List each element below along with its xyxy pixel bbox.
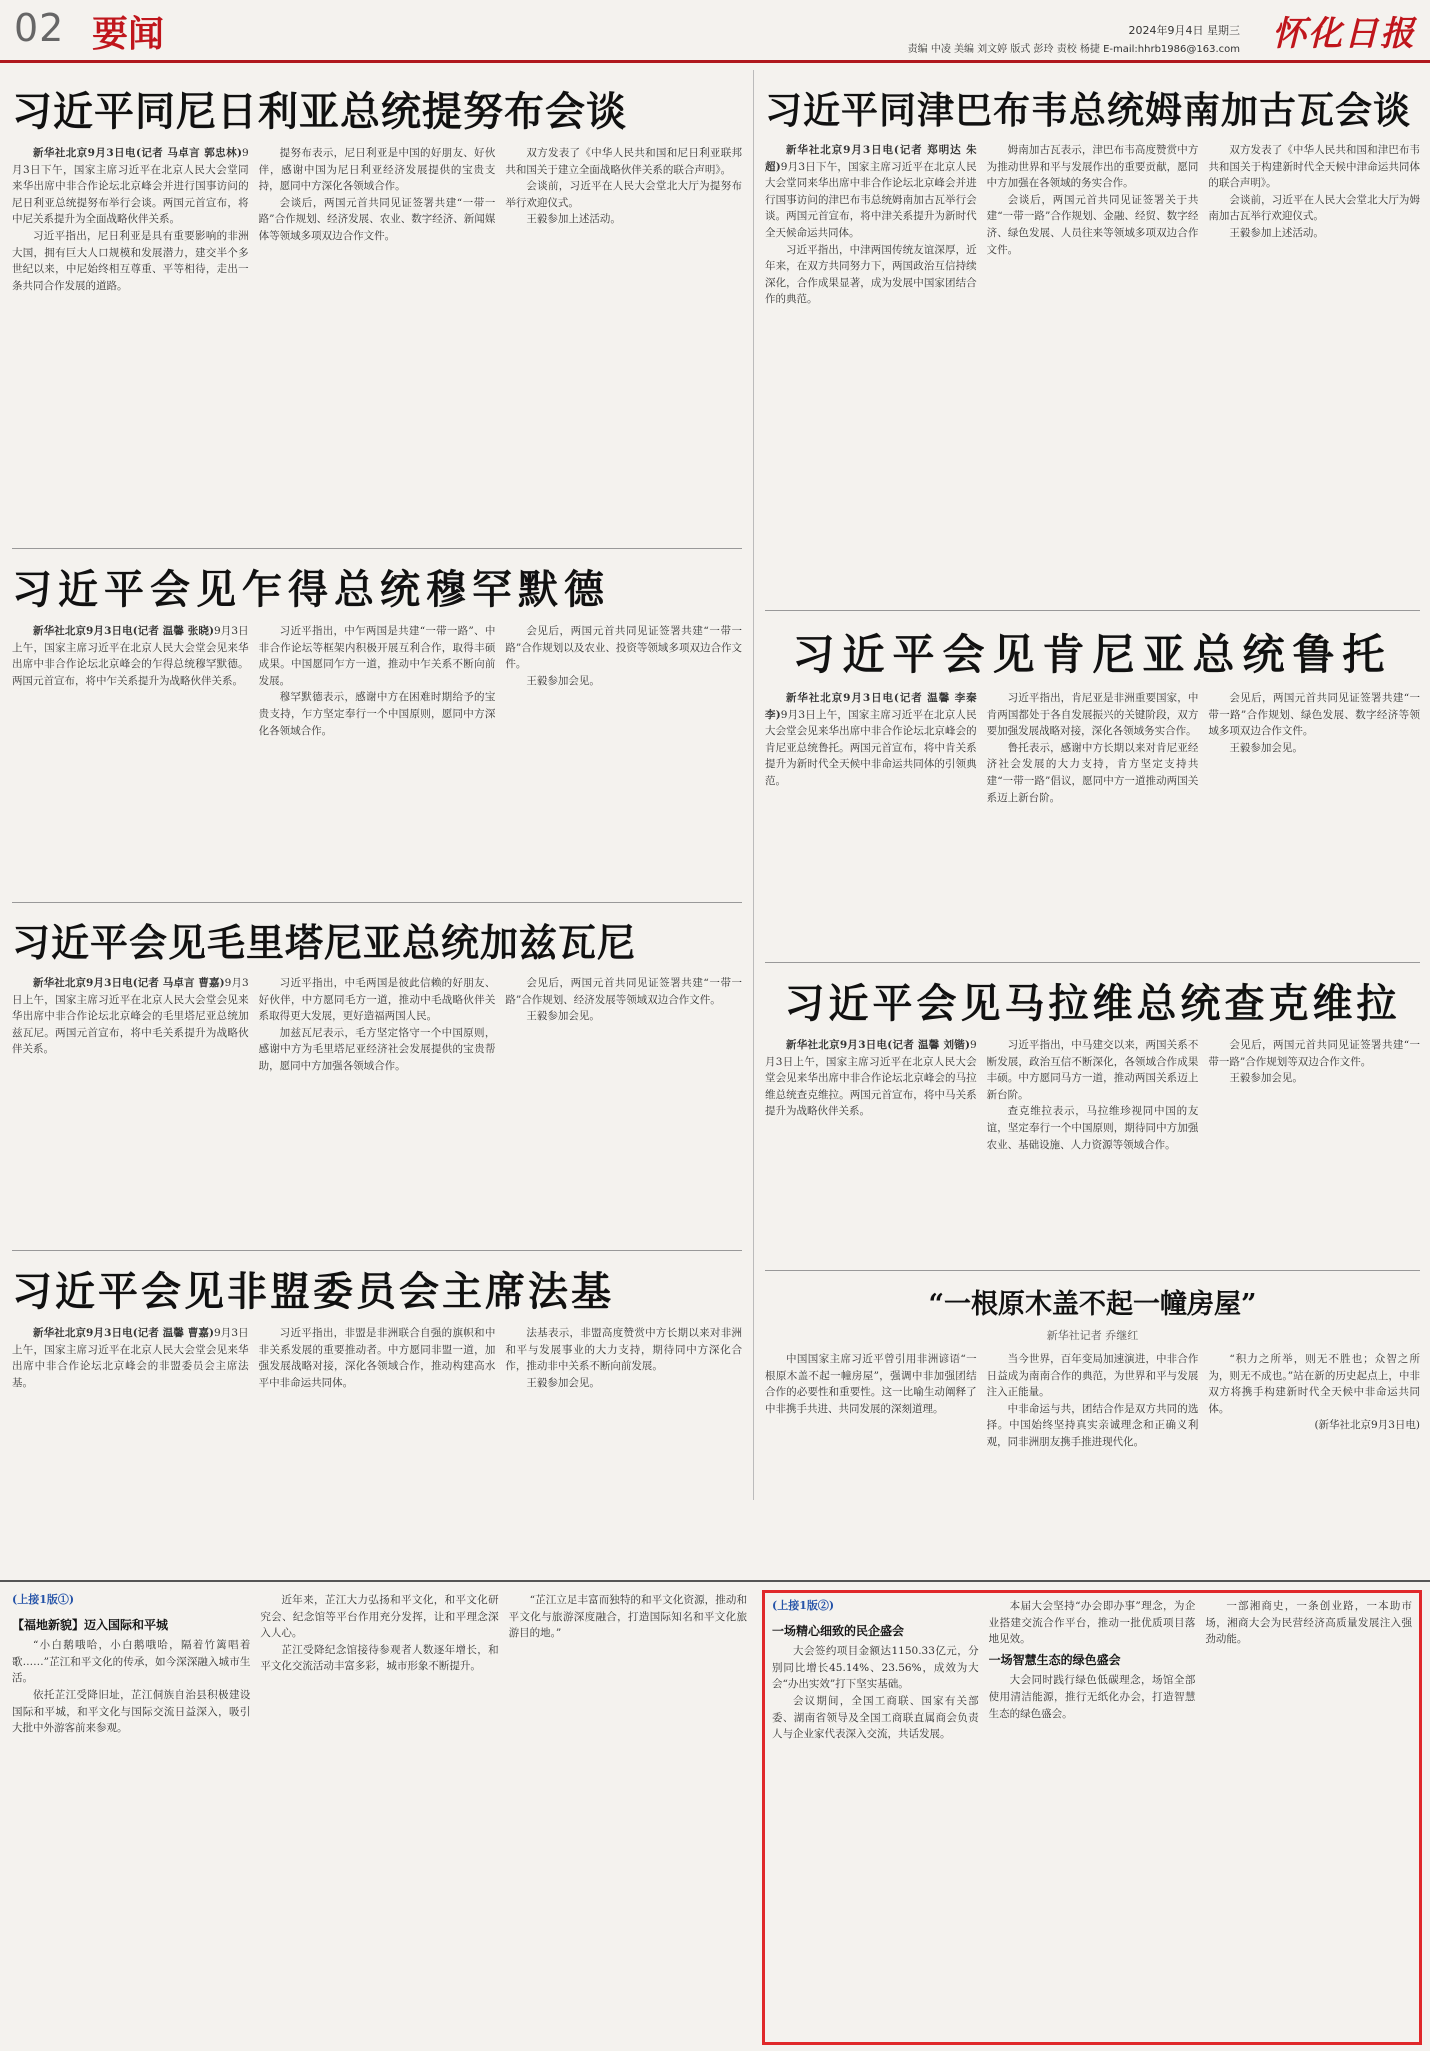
- paragraph: 王毅参加会见。: [526, 1376, 600, 1389]
- paragraph: 习近平指出，中毛两国是彼此信赖的好朋友、好伙伴，中方愿同毛方一道，推动中毛战略伙伴关系取得更大发展，更好造福两国人民。: [258, 977, 496, 1023]
- article-african-union: [12, 1260, 742, 1565]
- article-feature: [765, 1282, 1420, 1572]
- article-column: [12, 975, 249, 1230]
- paragraph: 中非命运与共，团结合作是双方共同的选择。中国始终坚持真实亲诚理念和正确义利观，同非洲朋友携手推进现代化。: [986, 1402, 1199, 1448]
- headline: 习近平同津巴布韦总统姆南加古瓦会谈: [765, 89, 1411, 132]
- article-column: [505, 145, 742, 525]
- paragraph: 双方发表了《中华人民共和国和津巴布韦共和国关于构建新时代全天候中津命运共同体的联合声明》。: [1208, 144, 1421, 190]
- paragraph: 9月3日上午，国家主席习近平在北京人民大会堂会见来华出席中非合作论坛北京峰会的毛里塔尼亚总统加兹瓦尼。两国元首宣布，将中毛关系提升为战略伙伴关系。: [12, 977, 249, 1056]
- article-column: [765, 1037, 977, 1252]
- headline: 习近平会见毛里塔尼亚总统加兹瓦尼: [12, 921, 637, 965]
- article-column: [12, 145, 249, 525]
- paragraph: 9月3日下午，国家主席习近平在北京人民大会堂同来华出席中非合作论坛北京峰会并进行国事访问的尼日利亚总统提努布举行会谈。两国元首宣布，将中尼关系提升为全面战略伙伴关系。: [12, 147, 249, 226]
- article-nigeria: [12, 80, 742, 540]
- paragraph: 鲁托表示，感谢中方长期以来对肯尼亚经济社会发展的大力支持，肯方坚定支持共建“一带一路”倡议，愿同中方一道推动两国关系迈上新台阶。: [986, 741, 1199, 804]
- article-column: [989, 1598, 1196, 2036]
- section-title: 要闻: [92, 13, 165, 55]
- feature-title: “一根原木盖不起一幢房屋”: [928, 1289, 1257, 1320]
- paragraph: “小白鹅哦哈，小白鹅哦哈，隔着竹篱唱着歌……”芷江和平文化的传承，如今深深融入城市生活。: [12, 1639, 251, 1685]
- paragraph: 姆南加古瓦表示，津巴布韦高度赞赏中方为推动世界和平与发展作出的重要贡献，愿同中方加强在各领域的务实合作。: [986, 144, 1199, 190]
- paragraph: 9月3日上午，国家主席习近平在北京人民大会堂会见来华出席中非合作论坛北京峰会的非盟委员会主席法基。: [12, 1327, 249, 1389]
- paragraph: 9月3日下午，国家主席习近平在北京人民大会堂同来华出席中非合作论坛北京峰会并进行国事访问的津巴布韦总统姆南加古瓦举行会谈。两国元首宣布，将中津关系提升为新时代全天候命运共同体。: [765, 160, 977, 239]
- dateline: 新华社北京9月3日电(记者 温馨 李秦李): [765, 692, 977, 721]
- paragraph: 王毅参加会见。: [526, 674, 600, 687]
- article-column: [12, 623, 249, 893]
- paragraph: 会议期间，全国工商联、国家有关部委、湖南省领导及全国工商联直属商会负责人与企业家代表深入交流，共话发展。: [772, 1694, 979, 1741]
- paragraph: 法基表示，非盟高度赞赏中方长期以来对非洲和平与发展事业的大力支持，期待同中方深化合作，推动非中关系不断向前发展。: [505, 1327, 743, 1373]
- paragraph: 双方发表了《中华人民共和国和尼日利亚联邦共和国关于建立全面战略伙伴关系的联合声明》。: [505, 147, 743, 176]
- divider: [12, 902, 742, 903]
- article-column: [259, 975, 496, 1230]
- paragraph: 习近平指出，肯尼亚是非洲重要国家，中肯两国都处于各自发展振兴的关键阶段，双方要加强发展战略对接，深化各领域务实合作。: [986, 692, 1199, 738]
- paragraph: 一部湘商史，一条创业路，一本助市场，湘商大会为民营经济高质量发展注入强劲动能。: [1205, 1600, 1413, 1646]
- divider: [0, 1580, 1430, 1582]
- article-column: [1208, 1037, 1420, 1252]
- paragraph: 王毅参加上述活动。: [1229, 226, 1324, 239]
- paragraph: 习近平指出，中津两国传统友谊深厚，近年来，在双方共同努力下，两国政治互信持续深化，合作成果显著，成为发展中国家团结合作的典范。: [765, 243, 977, 306]
- headline: 习近平会见乍得总统穆罕默德: [12, 567, 610, 613]
- dateline: 新华社北京9月3日电(记者 马卓言 郭忠林): [33, 147, 242, 159]
- article-column: [259, 145, 496, 525]
- paragraph: 芷江受降纪念馆接待参观者人数逐年增长，和平文化交流活动丰富多彩，城市形象不断提升。: [260, 1643, 499, 1673]
- paragraph: 会谈后，两国元首共同见证签署关于共建“一带一路”合作规划、金融、经贸、数字经济、绿色发展、人员往来等领域多项双边合作文件。: [986, 193, 1199, 256]
- byline: 新华社记者 乔继红: [1046, 1329, 1139, 1342]
- headline: 习近平同尼日利亚总统提努布会谈: [12, 89, 627, 135]
- article-column: [987, 1037, 1199, 1252]
- paragraph: “芷江立足丰富而独特的和平文化资源，推动和平文化与旅游深度融合，打造国际知名和平文化旅游目的地。”: [508, 1594, 747, 1640]
- article-column: [987, 142, 1199, 582]
- paragraph: 近年来，芷江大力弘扬和平文化，和平文化研究会、纪念馆等平台作用充分发挥，让和平理念深入人心。: [260, 1594, 499, 1640]
- article-column: [260, 1592, 498, 2037]
- article-column: [1205, 1598, 1412, 2036]
- issue-date: 2024年9月4日 星期三: [1128, 24, 1240, 37]
- paragraph: 会见后，两国元首共同见证签署共建“一带一路”合作规划以及农业、投资等领域多项双边合作文件。: [505, 625, 743, 671]
- sub-heading: 一场精心细致的民企盛会: [772, 1623, 905, 1638]
- divider: [765, 962, 1420, 963]
- paragraph: 会谈前，习近平在人民大会堂北大厅为提努布举行欢迎仪式。: [505, 180, 743, 209]
- article-column: [987, 1351, 1199, 1571]
- article-column: [765, 142, 977, 582]
- article-column: [509, 1592, 747, 2037]
- paragraph: 会谈后，两国元首共同见证签署共建“一带一路”合作规划、经济发展、农业、数字经济、新闻媒体等领域多项双边合作文件。: [258, 196, 496, 242]
- paragraph: 习近平指出，非盟是非洲联合自强的旗帜和中非关系发展的重要推动者。中方愿同非盟一道，加强发展战略对接，深化各领域合作，推动构建高水平中非命运共同体。: [258, 1327, 496, 1389]
- article-column: [12, 1325, 249, 1555]
- article-column: [505, 975, 742, 1230]
- article-column: [505, 1325, 742, 1555]
- dateline: 新华社北京9月3日电(记者 马卓言 曹嘉): [33, 977, 225, 989]
- continued-from-tag: (上接1版②): [772, 1599, 835, 1612]
- paragraph: 会谈前，习近平在人民大会堂北大厅为姆南加古瓦举行欢迎仪式。: [1208, 193, 1421, 223]
- divider: [12, 548, 742, 549]
- paragraph: 习近平指出，中马建交以来，两国关系不断发展，政治互信不断深化，各领域合作成果丰硕。中方愿同马方一道，推动两国关系迈上新台阶。: [986, 1039, 1199, 1101]
- paragraph: 会见后，两国元首共同见证签署共建“一带一路”合作规划、经济发展等领域双边合作文件。: [505, 977, 743, 1006]
- article-column: [259, 1325, 496, 1555]
- headline: 习近平会见非盟委员会主席法基: [12, 1269, 614, 1315]
- paragraph: 大会签约项目金额达1150.33亿元，分别同比增长45.14%、23.56%，成效为大会“办出实效”打下坚实基础。: [772, 1645, 979, 1691]
- paragraph: 9月3日上午，国家主席习近平在北京人民大会堂会见来华出席中非合作论坛北京峰会的乍得总统穆罕默德。两国元首宣布，将中乍关系提升为战略伙伴关系。: [12, 625, 249, 687]
- sub-heading: 【福地新貌】迈入国际和平城: [12, 1617, 169, 1632]
- article-column: [1208, 142, 1420, 582]
- newspaper-logo: 怀化日报: [1272, 14, 1416, 54]
- paragraph: 当今世界，百年变局加速演进，中非合作日益成为南南合作的典范，为世界和平与发展注入正能量。: [986, 1353, 1199, 1399]
- article-column: [1208, 690, 1420, 945]
- article-zimbabwe: [765, 80, 1420, 600]
- article-column: [987, 690, 1199, 945]
- continued-from-tag: (上接1版①): [12, 1593, 75, 1606]
- article-chad: [12, 558, 742, 898]
- article-column: [765, 1351, 977, 1571]
- paragraph: 王毅参加会见。: [1229, 1072, 1303, 1085]
- sub-heading: 一场智慧生态的绿色盛会: [988, 1652, 1121, 1667]
- article-continued-left: [12, 1592, 747, 2042]
- article-kenya: [765, 622, 1420, 952]
- paragraph: 加兹瓦尼表示，毛方坚定恪守一个中国原则，感谢中方为毛里塔尼亚经济社会发展提供的宝贵帮助，愿同中方加强各领域合作。: [258, 1026, 496, 1072]
- article-column: [765, 690, 977, 945]
- paragraph: (新华社北京9月3日电): [1314, 1419, 1421, 1432]
- paragraph: 王毅参加上述活动。: [526, 213, 621, 226]
- paragraph: 提努布表示，尼日利亚是中国的好朋友、好伙伴，感谢中国为尼日利亚经济发展提供的宝贵支持，愿同中方深化各领域合作。: [258, 147, 496, 193]
- divider: [12, 1250, 742, 1251]
- editor-credits: 责编 中凌 美编 刘文婷 版式 彭玲 责校 杨捷 E-mail:hhrb1986@163.com: [907, 44, 1240, 55]
- paragraph: 大会同时践行绿色低碳理念，场馆全部使用清洁能源，推行无纸化办会，打造智慧生态的绿色盛会。: [988, 1674, 1196, 1720]
- dateline: 新华社北京9月3日电(记者 郑明达 朱超): [765, 144, 977, 173]
- article-column: [505, 623, 742, 893]
- article-column: [772, 1598, 979, 2036]
- headline: 习近平会见肯尼亚总统鲁托: [792, 630, 1393, 679]
- paragraph: 会见后，两国元首共同见证签署共建“一带一路”合作规划、绿色发展、数字经济等领域多项双边合作文件。: [1208, 692, 1421, 738]
- paragraph: 王毅参加会见。: [1229, 741, 1303, 754]
- article-continued-right: [772, 1598, 1412, 2038]
- paragraph: 习近平指出，尼日利亚是具有重要影响的非洲大国，拥有巨大人口规模和发展潜力，建交半个多世纪以来，中尼始终相互尊重、平等相待，走出一条共同合作发展的道路。: [12, 229, 249, 292]
- column-divider: [753, 70, 754, 1500]
- divider: [765, 610, 1420, 611]
- article-mauritania: [12, 912, 742, 1242]
- dateline: 新华社北京9月3日电(记者 温馨 曹嘉): [33, 1327, 214, 1339]
- page-number: 02: [14, 6, 65, 50]
- dateline: 新华社北京9月3日电(记者 温馨 张晓): [33, 625, 214, 637]
- paragraph: “积力之所举，则无不胜也；众智之所为，则无不成也。”站在新的历史起点上，中非双方将携手构建新时代全天候中非命运共同体。: [1208, 1353, 1421, 1415]
- paragraph: 本届大会坚持“办会即办事”理念，为企业搭建交流合作平台，推动一批优质项目落地见效。: [988, 1600, 1196, 1646]
- headline: 习近平会见马拉维总统查克维拉: [784, 981, 1401, 1027]
- paragraph: 穆罕默德表示，感谢中方在困难时期给予的宝贵支持，乍方坚定奉行一个中国原则，愿同中方深化各领域合作。: [258, 691, 496, 737]
- paragraph: 查克维拉表示，马拉维珍视同中国的友谊，坚定奉行一个中国原则，期待同中方加强农业、基础设施、人力资源等领域合作。: [986, 1105, 1199, 1151]
- paragraph: 9月3日上午，国家主席习近平在北京人民大会堂会见来华出席中非合作论坛北京峰会的肯尼亚总统鲁托。两国元首宣布，将中肯关系提升为新时代全天候中非命运共同体的引领典范。: [765, 708, 977, 787]
- article-malawi: [765, 972, 1420, 1262]
- article-column: [12, 1592, 250, 2037]
- paragraph: 9月3日上午，国家主席习近平在北京人民大会堂会见来华出席中非合作论坛北京峰会的马拉维总统查克维拉。两国元首宣布，将中马关系提升为战略伙伴关系。: [765, 1039, 977, 1118]
- paragraph: 依托芷江受降旧址，芷江侗族自治县积极建设国际和平城，和平文化与国际交流日益深入，吸引大批中外游客前来参观。: [12, 1688, 251, 1735]
- article-column: [1208, 1351, 1420, 1571]
- masthead: [0, 0, 1430, 63]
- paragraph: 会见后，两国元首共同见证签署共建“一带一路”合作规划等双边合作文件。: [1208, 1039, 1421, 1068]
- article-column: [259, 623, 496, 893]
- paragraph: 中国国家主席习近平曾引用非洲谚语“一根原木盖不起一幢房屋”，强调中非加强团结合作的必要性和重要性。这一比喻生动阐释了中非携手共进、共同发展的深刻道理。: [765, 1353, 977, 1415]
- paragraph: 王毅参加会见。: [526, 1010, 600, 1023]
- paragraph: 习近平指出，中乍两国是共建“一带一路”、中非合作论坛等框架内积极开展互利合作，取得丰硕成果。中国愿同乍方一道，推动中乍关系不断向前发展。: [258, 625, 496, 687]
- divider: [765, 1270, 1420, 1271]
- dateline: 新华社北京9月3日电(记者 温馨 刘锴): [786, 1039, 970, 1051]
